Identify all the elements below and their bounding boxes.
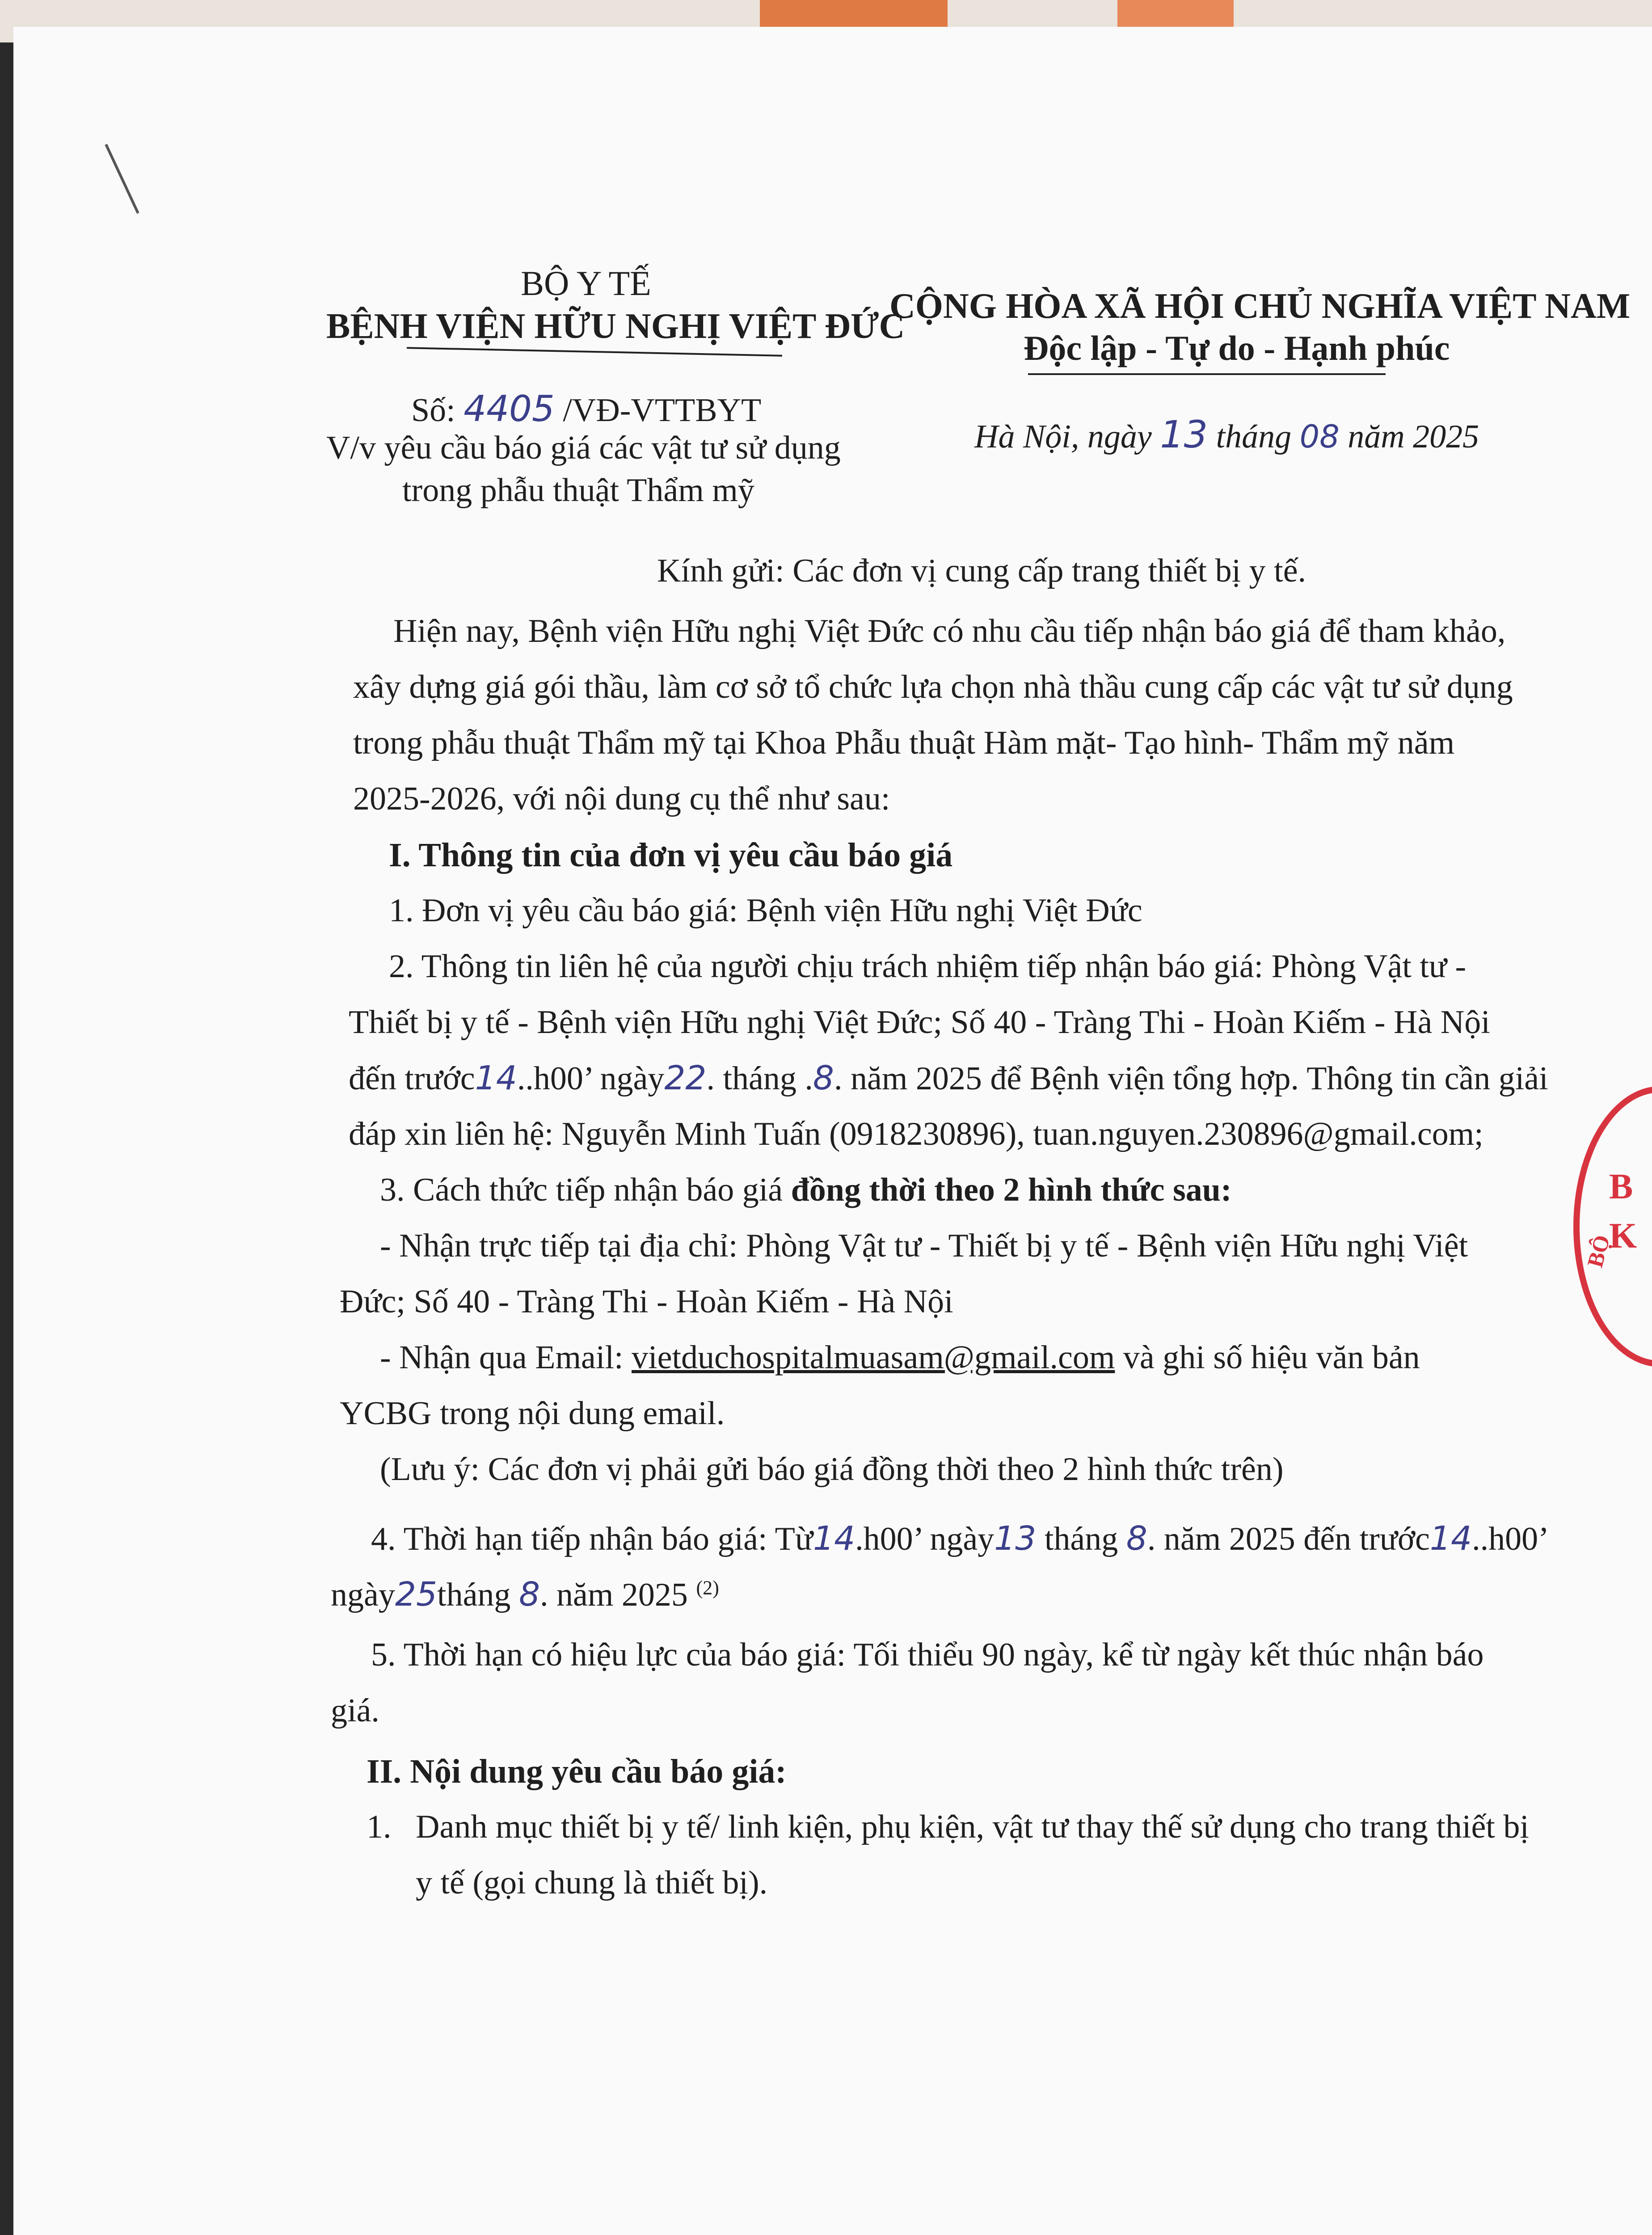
handwritten-hour: 14	[475, 1059, 517, 1097]
handwritten-day: 22	[664, 1059, 707, 1097]
paragraph-line: Thiết bị y tế - Bệnh viện Hữu nghị Việt Đức; Số 40 - Tràng Thi - Hoàn Kiếm - Hà Nội	[349, 1004, 1490, 1041]
text-span: và ghi số hiệu văn bản	[1115, 1339, 1420, 1376]
date-year: năm 2025	[1348, 418, 1479, 455]
text-span: đến trước	[349, 1060, 475, 1097]
subject-line-1: V/v yêu cầu báo giá các vật tư sử dụng	[326, 430, 841, 466]
paragraph-line: y tế (gọi chung là thiết bị).	[416, 1864, 768, 1901]
text-span: .h00’ ngày	[855, 1521, 995, 1557]
stamp-letter: K	[1609, 1216, 1637, 1256]
text-span: . năm 2025 để Bệnh viện tổng hợp. Thông tin cần giải	[834, 1060, 1548, 1097]
list-item: Danh mục thiết bị y tế/ linh kiện, phụ kiện, vật tư thay thế sử dụng cho trang thiết bị	[416, 1809, 1529, 1845]
date-prefix: Hà Nội, ngày	[974, 418, 1152, 455]
document-page	[13, 27, 1652, 2235]
paragraph-line: trong phẫu thuật Thẩm mỹ tại Khoa Phẫu thuật Hàm mặt- Tạo hình- Thẩm mỹ năm	[353, 725, 1455, 761]
section-heading: II. Nội dung yêu cầu báo giá:	[367, 1753, 787, 1790]
paragraph-line	[331, 1575, 719, 1614]
recipient: Kính gửi: Các đơn vị cung cấp trang thiết bị y tế.	[657, 552, 1306, 589]
stamp-text: BỘ	[1582, 1232, 1615, 1270]
paragraph-line	[380, 1341, 1420, 1374]
motto: Độc lập - Tự do - Hạnh phúc	[1024, 329, 1450, 367]
list-item-number: 1.	[367, 1809, 392, 1845]
paragraph-line: YCBG trong nội dung email.	[340, 1395, 725, 1432]
note: (Lưu ý: Các đơn vị phải gửi báo giá đồng thời theo 2 hình thức trên)	[380, 1451, 1284, 1488]
handwritten-hour: 14	[1429, 1519, 1472, 1558]
text-span: . năm 2025	[540, 1577, 688, 1613]
handwritten-month: 8	[813, 1059, 834, 1097]
text-span: ..h00’	[1472, 1521, 1549, 1557]
email-link[interactable]: vietduchospitalmuasam@gmail.com	[632, 1339, 1115, 1376]
list-item: 2. Thông tin liên hệ của người chịu trách nhiệm tiếp nhận báo giá: Phòng Vật tư -	[389, 948, 1467, 985]
paragraph-line: 2025-2026, với nội dung cụ thể như sau:	[353, 780, 890, 817]
hospital-name: BỆNH VIỆN HỮU NGHỊ VIỆT ĐỨC	[326, 307, 905, 346]
handwritten-hour: 14	[813, 1519, 856, 1558]
date-month-handwritten: 08	[1299, 418, 1340, 455]
handwritten-month: 8	[518, 1575, 540, 1614]
emphasis-text: đồng thời theo 2 hình thức sau:	[791, 1172, 1232, 1208]
hospital-underline	[407, 347, 782, 357]
text-span: . năm 2025 đến trước	[1147, 1521, 1430, 1557]
republic-title: CỘNG HÒA XÃ HỘI CHỦ NGHĨA VIỆT NAM	[889, 287, 1631, 326]
section-heading: I. Thông tin của đơn vị yêu cầu báo giá	[389, 836, 953, 874]
list-item	[371, 1519, 1549, 1558]
text-span: 4. Thời hạn tiếp nhận báo giá: Từ	[371, 1521, 813, 1557]
doc-number-prefix: Số:	[411, 392, 455, 429]
paragraph-line: đáp xin liên hệ: Nguyễn Minh Tuấn (0918230896), tuan.nguyen.230896@gmail.com;	[349, 1116, 1483, 1152]
text-span: tháng	[437, 1577, 519, 1613]
doc-number-suffix: /VĐ-VTTBYT	[563, 392, 762, 429]
date-month-label: tháng	[1216, 418, 1292, 455]
doc-number	[411, 388, 762, 430]
pen-mark	[105, 144, 139, 214]
text-span: - Nhận qua Email:	[380, 1339, 632, 1376]
paragraph-line	[349, 1059, 1548, 1097]
footnote-ref: (2)	[696, 1577, 719, 1599]
text-span: 3. Cách thức tiếp nhận báo giá	[380, 1172, 791, 1208]
list-item	[380, 1173, 1232, 1206]
list-item: 1. Đơn vị yêu cầu báo giá: Bệnh viện Hữu nghị Việt Đức	[389, 892, 1142, 929]
handwritten-day: 13	[994, 1519, 1037, 1558]
text-span: ngày	[331, 1577, 395, 1613]
doc-number-handwritten: 4405	[464, 388, 555, 430]
handwritten-month: 8	[1126, 1519, 1147, 1558]
motto-underline	[1028, 373, 1386, 375]
handwritten-day: 25	[395, 1575, 438, 1614]
subject-line-2: trong phẫu thuật Thẩm mỹ	[402, 472, 754, 509]
text-span: . tháng .	[706, 1060, 813, 1097]
text-span: tháng	[1036, 1521, 1126, 1557]
ministry-name: BỘ Y TẾ	[521, 264, 651, 303]
paragraph-line: Đức; Số 40 - Tràng Thi - Hoàn Kiếm - Hà Nội	[340, 1283, 953, 1320]
list-item: 5. Thời hạn có hiệu lực của báo giá: Tối thiểu 90 ngày, kể từ ngày kết thúc nhận báo	[371, 1636, 1484, 1673]
text-span: ..h00’ ngày	[517, 1060, 665, 1097]
paragraph-line: xây dựng giá gói thầu, làm cơ sở tổ chức lựa chọn nhà thầu cung cấp các vật tư sử dụng	[353, 669, 1513, 705]
paragraph-line: - Nhận trực tiếp tại địa chỉ: Phòng Vật tư - Thiết bị y tế - Bệnh viện Hữu nghị Việt	[380, 1227, 1468, 1264]
date-day-handwritten: 13	[1160, 413, 1208, 456]
place-date	[974, 413, 1479, 456]
stamp-letter: B	[1609, 1167, 1633, 1206]
paragraph-line: giá.	[331, 1692, 379, 1729]
paragraph-line: Hiện nay, Bệnh viện Hữu nghị Việt Đức có nhu cầu tiếp nhận báo giá để tham khảo,	[393, 613, 1506, 649]
